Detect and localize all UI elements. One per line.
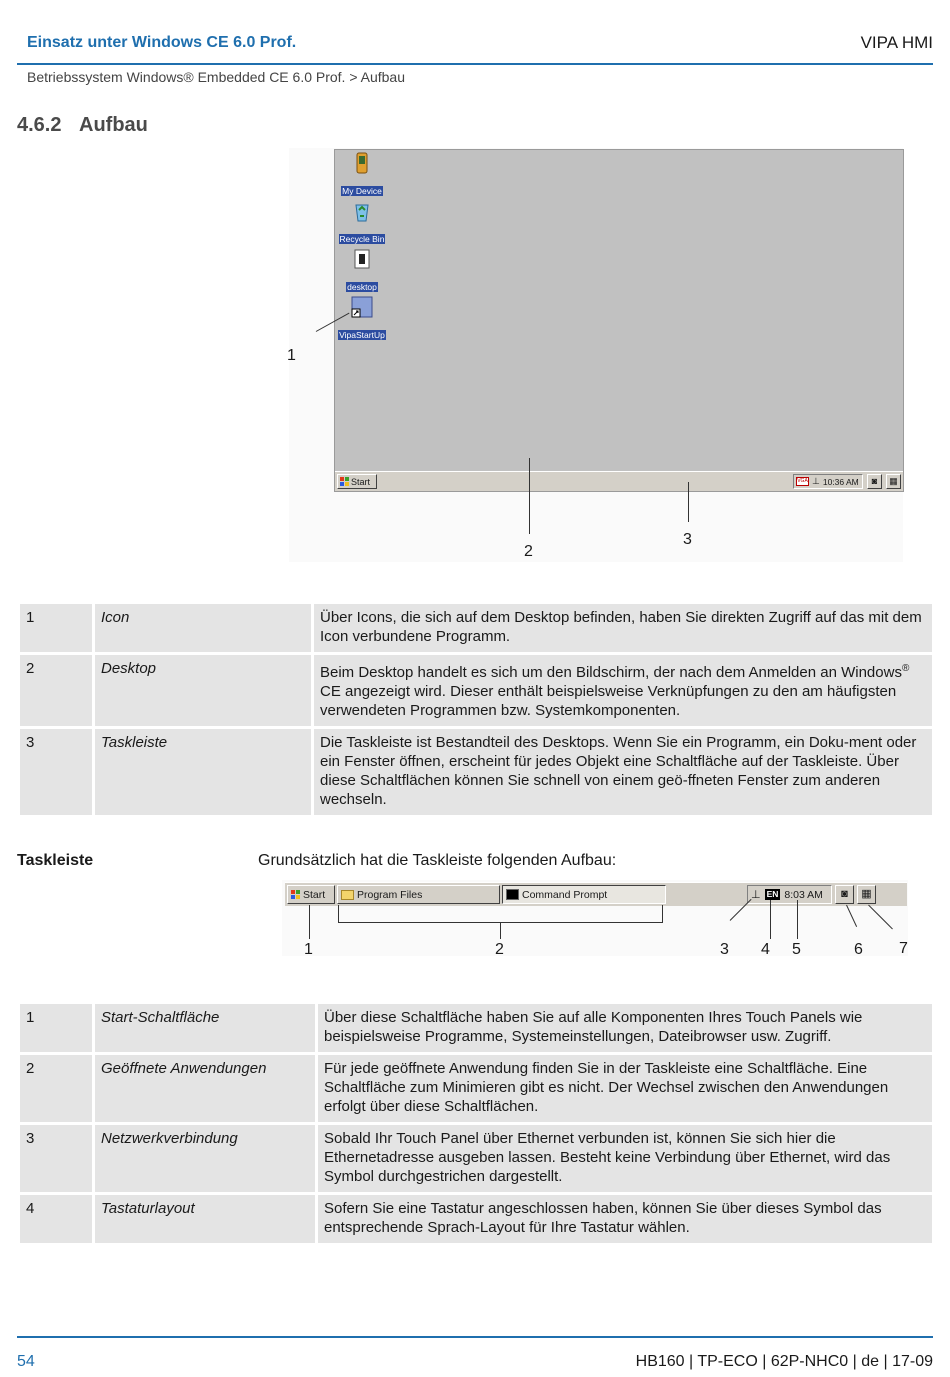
table-row: [20, 655, 932, 726]
desktop-taskbar: [335, 471, 903, 491]
table-row: [20, 1195, 932, 1243]
taskbar-callout-5: 5: [792, 941, 801, 958]
callout-3: 3: [683, 531, 692, 548]
callout-1: 1: [287, 347, 296, 364]
section-title: Aufbau: [79, 114, 148, 136]
subsection-label: Taskleiste: [17, 852, 94, 869]
row-number: 2: [20, 655, 92, 726]
callout-line: [500, 922, 501, 939]
table-row: [20, 1125, 932, 1192]
registered-mark: ®: [901, 663, 910, 674]
start-label: Start: [303, 888, 326, 901]
callout-line: [770, 900, 771, 939]
callout-line: [797, 900, 798, 939]
desc-part: CE angezeigt wird. Dieser enthält beispielsweise Verknüpfungen zu den am häufigsten verwendeten Programmen bzw. Systemkomponenten.: [320, 683, 897, 719]
page-number: 54: [17, 1353, 35, 1370]
info-table-desktop: [17, 601, 935, 818]
row-term: Icon: [95, 604, 311, 652]
start-button[interactable]: [337, 474, 377, 489]
taskbar-callout-3: 3: [720, 941, 729, 958]
network-icon[interactable]: ⊥: [812, 476, 820, 486]
row-term: Desktop: [95, 655, 311, 726]
section-number: 4.6.2: [17, 114, 62, 136]
desktop-icon-desktop: [338, 248, 386, 295]
desktop-screenshot: [334, 149, 904, 492]
shortcut-icon: [351, 296, 373, 318]
row-number: 3: [20, 729, 92, 815]
table-row: [20, 729, 932, 815]
table-row: [20, 1055, 932, 1122]
header-brand: VIPA HMI: [860, 33, 933, 52]
row-description: Über Icons, die sich auf dem Desktop befinden, haben Sie direkten Zugriff auf das mit dem Icon verbundene Programm.: [314, 604, 932, 652]
document-id: HB160 | TP-ECO | 62P-NHC0 | de | 17-09: [635, 1353, 933, 1370]
windows-logo-icon: [291, 890, 300, 899]
taskbar-callout-1: 1: [304, 941, 313, 958]
network-icon[interactable]: ⊥: [751, 889, 761, 901]
desc-part: Beim Desktop handelt es sich um den Bildschirm, der nach dem Anmelden an Windows: [320, 664, 902, 681]
document-icon: [351, 248, 373, 270]
row-description: Für jede geöffnete Anwendung finden Sie in der Taskleiste eine Schaltfläche. Eine Schaltfläche zum Minimieren gibt es nicht. Der Wechsel zwischen den Anwendungen erfolgt über diese Schaltflächen.: [318, 1055, 932, 1122]
desktop-show-icon[interactable]: ◙: [867, 474, 882, 489]
desktop-icon-label: Recycle Bin: [339, 234, 385, 244]
desktop-show-icon[interactable]: ◙: [835, 885, 854, 904]
row-term: Tastaturlayout: [95, 1195, 315, 1243]
desktop-icon-label: My Device: [342, 186, 382, 196]
taskbar-app-command-prompt[interactable]: [502, 885, 666, 904]
callout-2: 2: [524, 543, 533, 560]
system-tray: [747, 885, 832, 904]
table-row: [20, 604, 932, 652]
row-term: Start-Schaltfläche: [95, 1004, 315, 1052]
taskbar-app-program-files[interactable]: [337, 885, 500, 904]
table-row: [20, 1004, 932, 1052]
row-term: Geöffnete Anwendungen: [95, 1055, 315, 1122]
device-icon: [351, 152, 373, 174]
subsection-intro: Grundsätzlich hat die Taskleiste folgenden Aufbau:: [258, 852, 617, 869]
desktop-icon-vipastartup: [338, 296, 386, 343]
keyboard-icon[interactable]: ▦: [886, 474, 901, 489]
taskbar-callout-6: 6: [854, 941, 863, 958]
row-number: 3: [20, 1125, 92, 1192]
vga-icon: VGA: [797, 478, 808, 484]
recycle-bin-icon: [351, 200, 373, 222]
row-term: Netzwerkverbindung: [95, 1125, 315, 1192]
desktop-icon-label: desktop: [347, 282, 377, 292]
taskbar-detail: [285, 882, 907, 906]
row-number: 1: [20, 604, 92, 652]
desktop-icon-label: VipaStartUp: [339, 330, 385, 340]
start-label: Start: [351, 476, 371, 487]
app-label: Command Prompt: [522, 888, 608, 901]
taskbar-callout-4: 4: [761, 941, 770, 958]
taskbar-callout-7: 7: [899, 940, 908, 957]
folder-icon: [341, 890, 354, 900]
row-description: [314, 655, 932, 726]
callout-bracket-right: [662, 905, 663, 923]
desktop-icon-recycle-bin: [338, 200, 386, 247]
row-term: Taskleiste: [95, 729, 311, 815]
command-prompt-icon: [506, 889, 519, 900]
row-description: Die Taskleiste ist Bestandteil des Desktops. Wenn Sie ein Programm, ein Doku-ment oder ein Fenster öffnen, erscheint für jedes Objekt eine Schaltfläche auf der Taskleiste. Über diese Schaltflächen können Sie schnell von einem geö-ffneten Fenster zum anderen wechseln.: [314, 729, 932, 815]
callout-line-3: [688, 482, 689, 522]
row-number: 2: [20, 1055, 92, 1122]
callout-line-2: [529, 458, 530, 534]
tray-clock: 10:36 AM: [822, 476, 859, 487]
keyboard-icon[interactable]: ▦: [857, 885, 876, 904]
footer-rule: [17, 1336, 933, 1338]
section-heading: [17, 114, 148, 137]
desktop-icon-my-device: [338, 152, 386, 199]
info-table-taskbar: [17, 1001, 935, 1246]
tray-clock: 8:03 AM: [784, 888, 823, 901]
header-rule: [17, 63, 933, 65]
keyboard-layout-badge[interactable]: EN: [766, 889, 779, 899]
row-number: 1: [20, 1004, 92, 1052]
row-number: 4: [20, 1195, 92, 1243]
callout-line: [309, 905, 310, 939]
row-description: Über diese Schaltfläche haben Sie auf alle Komponenten Ihres Touch Panels wie beispielsweise Programme, Systemeinstellungen, Dateibrowser usw. Zugriff.: [318, 1004, 932, 1052]
header-title: Einsatz unter Windows CE 6.0 Prof.: [27, 34, 297, 51]
breadcrumb: Betriebssystem Windows® Embedded CE 6.0 Prof. > Aufbau: [27, 69, 405, 85]
taskbar-callout-2: 2: [495, 941, 504, 958]
row-description: Sobald Ihr Touch Panel über Ethernet verbunden ist, können Sie sich hier die Ethernetadresse ausgeben lassen. Besteht keine Verbindung über Ethernet, wird das Symbol durchgestrichen dargestellt.: [318, 1125, 932, 1192]
callout-bracket-left: [338, 905, 339, 923]
row-description: Sofern Sie eine Tastatur angeschlossen haben, können Sie über dieses Symbol das entsprechende Sprach-Layout für Ihre Tastatur wählen.: [318, 1195, 932, 1243]
start-button[interactable]: [287, 885, 335, 904]
app-label: Program Files: [357, 888, 423, 901]
windows-logo-icon: [340, 477, 349, 486]
system-tray: [793, 474, 863, 489]
